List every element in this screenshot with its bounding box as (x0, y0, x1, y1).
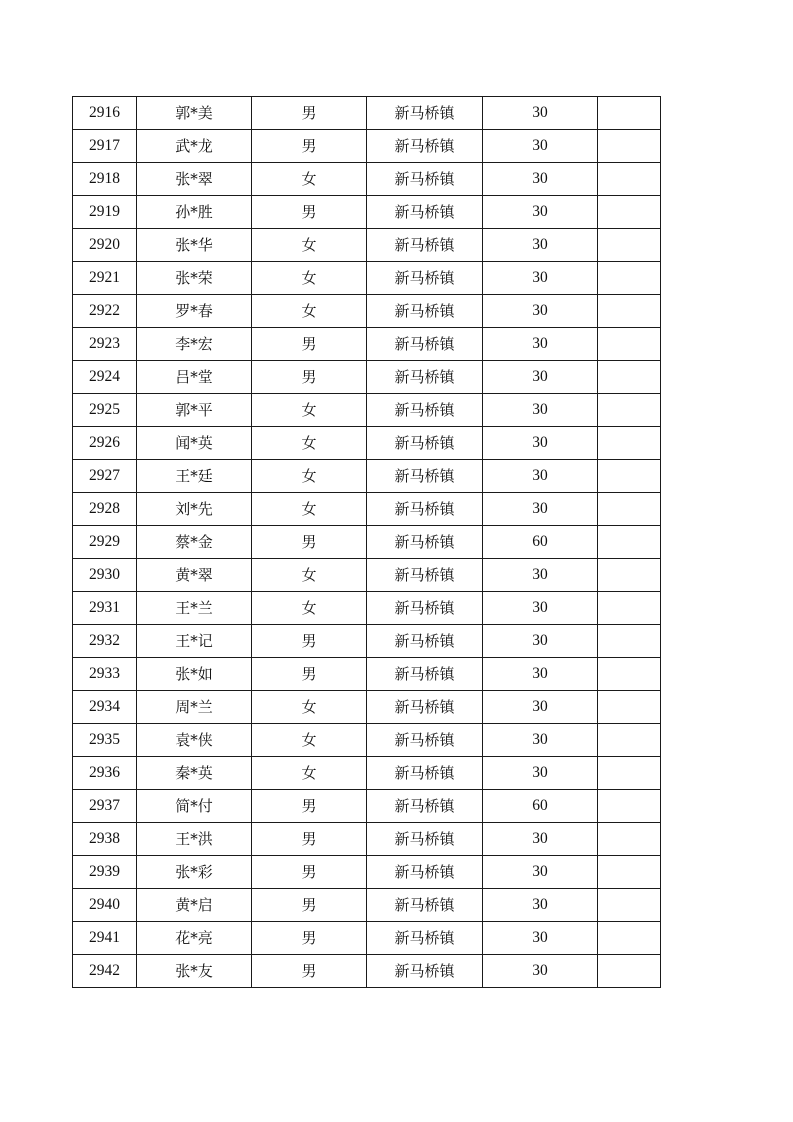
row-amount: 30 (483, 625, 598, 658)
row-town: 新马桥镇 (367, 724, 483, 757)
row-note (598, 691, 661, 724)
table-row (73, 658, 661, 691)
row-name: 刘*先 (137, 493, 252, 526)
row-name: 简*付 (137, 790, 252, 823)
row-id: 2938 (73, 823, 137, 856)
row-id: 2927 (73, 460, 137, 493)
row-town: 新马桥镇 (367, 262, 483, 295)
row-name: 武*龙 (137, 130, 252, 163)
row-note (598, 229, 661, 262)
row-amount: 30 (483, 196, 598, 229)
row-gender: 男 (252, 361, 367, 394)
row-id: 2936 (73, 757, 137, 790)
row-name: 袁*侠 (137, 724, 252, 757)
row-town: 新马桥镇 (367, 922, 483, 955)
table-row (73, 460, 661, 493)
row-amount: 30 (483, 922, 598, 955)
table-row (73, 790, 661, 823)
row-id: 2922 (73, 295, 137, 328)
row-gender: 女 (252, 427, 367, 460)
table-row (73, 130, 661, 163)
row-town: 新马桥镇 (367, 757, 483, 790)
table-row (73, 262, 661, 295)
row-note (598, 493, 661, 526)
row-id: 2921 (73, 262, 137, 295)
row-id: 2933 (73, 658, 137, 691)
row-note (598, 823, 661, 856)
row-name: 张*华 (137, 229, 252, 262)
row-amount: 30 (483, 955, 598, 988)
row-id: 2917 (73, 130, 137, 163)
row-gender: 男 (252, 790, 367, 823)
row-note (598, 559, 661, 592)
row-note (598, 163, 661, 196)
row-id: 2935 (73, 724, 137, 757)
row-town: 新马桥镇 (367, 559, 483, 592)
row-id: 2918 (73, 163, 137, 196)
row-town: 新马桥镇 (367, 394, 483, 427)
row-name: 孙*胜 (137, 196, 252, 229)
row-id: 2931 (73, 592, 137, 625)
row-town: 新马桥镇 (367, 361, 483, 394)
row-amount: 30 (483, 130, 598, 163)
row-town: 新马桥镇 (367, 658, 483, 691)
row-amount: 30 (483, 361, 598, 394)
table-row (73, 592, 661, 625)
row-amount: 30 (483, 757, 598, 790)
row-town: 新马桥镇 (367, 163, 483, 196)
row-town: 新马桥镇 (367, 460, 483, 493)
row-gender: 男 (252, 97, 367, 130)
row-note (598, 394, 661, 427)
row-id: 2925 (73, 394, 137, 427)
row-town: 新马桥镇 (367, 526, 483, 559)
row-amount: 30 (483, 559, 598, 592)
row-name: 张*如 (137, 658, 252, 691)
row-amount: 30 (483, 823, 598, 856)
row-gender: 男 (252, 823, 367, 856)
table-row (73, 757, 661, 790)
row-gender: 女 (252, 757, 367, 790)
row-gender: 男 (252, 955, 367, 988)
table-row (73, 955, 661, 988)
row-name: 花*亮 (137, 922, 252, 955)
row-name: 周*兰 (137, 691, 252, 724)
row-note (598, 295, 661, 328)
row-id: 2941 (73, 922, 137, 955)
row-gender: 女 (252, 592, 367, 625)
row-id: 2923 (73, 328, 137, 361)
table-row (73, 889, 661, 922)
row-name: 闻*英 (137, 427, 252, 460)
row-note (598, 361, 661, 394)
row-name: 王*洪 (137, 823, 252, 856)
row-name: 王*记 (137, 625, 252, 658)
row-gender: 男 (252, 328, 367, 361)
row-amount: 30 (483, 592, 598, 625)
row-gender: 男 (252, 856, 367, 889)
row-name: 王*廷 (137, 460, 252, 493)
row-gender: 女 (252, 163, 367, 196)
row-note (598, 460, 661, 493)
table-row (73, 922, 661, 955)
records-table-body (73, 97, 661, 988)
row-note (598, 262, 661, 295)
table-row (73, 559, 661, 592)
table-row (73, 691, 661, 724)
row-gender: 男 (252, 922, 367, 955)
row-town: 新马桥镇 (367, 790, 483, 823)
row-name: 张*友 (137, 955, 252, 988)
row-town: 新马桥镇 (367, 856, 483, 889)
row-note (598, 922, 661, 955)
table-row (73, 856, 661, 889)
row-gender: 女 (252, 493, 367, 526)
row-note (598, 130, 661, 163)
row-town: 新马桥镇 (367, 955, 483, 988)
row-id: 2919 (73, 196, 137, 229)
table-row (73, 427, 661, 460)
row-amount: 30 (483, 97, 598, 130)
row-id: 2928 (73, 493, 137, 526)
row-note (598, 658, 661, 691)
row-id: 2926 (73, 427, 137, 460)
row-name: 秦*英 (137, 757, 252, 790)
row-amount: 30 (483, 856, 598, 889)
row-amount: 30 (483, 724, 598, 757)
row-amount: 30 (483, 262, 598, 295)
table-row (73, 229, 661, 262)
row-amount: 60 (483, 526, 598, 559)
row-name: 张*翠 (137, 163, 252, 196)
row-gender: 女 (252, 460, 367, 493)
row-amount: 30 (483, 493, 598, 526)
row-note (598, 625, 661, 658)
row-id: 2942 (73, 955, 137, 988)
table-row (73, 196, 661, 229)
row-amount: 30 (483, 427, 598, 460)
records-table (72, 96, 661, 988)
row-gender: 女 (252, 724, 367, 757)
row-name: 吕*堂 (137, 361, 252, 394)
row-amount: 30 (483, 229, 598, 262)
table-row (73, 97, 661, 130)
row-amount: 30 (483, 163, 598, 196)
row-town: 新马桥镇 (367, 427, 483, 460)
table-row (73, 163, 661, 196)
row-note (598, 592, 661, 625)
row-note (598, 889, 661, 922)
row-gender: 男 (252, 889, 367, 922)
row-id: 2930 (73, 559, 137, 592)
row-note (598, 724, 661, 757)
table-row (73, 328, 661, 361)
row-note (598, 856, 661, 889)
row-name: 蔡*金 (137, 526, 252, 559)
row-town: 新马桥镇 (367, 130, 483, 163)
row-name: 郭*平 (137, 394, 252, 427)
row-id: 2937 (73, 790, 137, 823)
row-town: 新马桥镇 (367, 889, 483, 922)
row-id: 2920 (73, 229, 137, 262)
row-id: 2929 (73, 526, 137, 559)
row-town: 新马桥镇 (367, 823, 483, 856)
table-row (73, 361, 661, 394)
row-town: 新马桥镇 (367, 295, 483, 328)
row-town: 新马桥镇 (367, 196, 483, 229)
row-id: 2939 (73, 856, 137, 889)
row-amount: 30 (483, 460, 598, 493)
row-gender: 女 (252, 262, 367, 295)
row-name: 黄*启 (137, 889, 252, 922)
row-name: 黄*翠 (137, 559, 252, 592)
row-id: 2940 (73, 889, 137, 922)
row-amount: 30 (483, 295, 598, 328)
row-note (598, 955, 661, 988)
row-amount: 30 (483, 328, 598, 361)
row-town: 新马桥镇 (367, 592, 483, 625)
row-id: 2916 (73, 97, 137, 130)
row-gender: 女 (252, 394, 367, 427)
row-gender: 男 (252, 196, 367, 229)
row-town: 新马桥镇 (367, 229, 483, 262)
row-note (598, 790, 661, 823)
row-amount: 60 (483, 790, 598, 823)
row-gender: 男 (252, 130, 367, 163)
table-row (73, 823, 661, 856)
row-gender: 女 (252, 229, 367, 262)
row-town: 新马桥镇 (367, 328, 483, 361)
row-note (598, 97, 661, 130)
row-town: 新马桥镇 (367, 691, 483, 724)
row-name: 王*兰 (137, 592, 252, 625)
row-name: 李*宏 (137, 328, 252, 361)
row-amount: 30 (483, 394, 598, 427)
row-gender: 女 (252, 295, 367, 328)
table-row (73, 493, 661, 526)
row-note (598, 427, 661, 460)
row-name: 张*彩 (137, 856, 252, 889)
row-name: 郭*美 (137, 97, 252, 130)
row-id: 2934 (73, 691, 137, 724)
row-note (598, 757, 661, 790)
row-note (598, 328, 661, 361)
row-name: 罗*春 (137, 295, 252, 328)
row-amount: 30 (483, 691, 598, 724)
row-gender: 男 (252, 625, 367, 658)
row-note (598, 196, 661, 229)
row-id: 2932 (73, 625, 137, 658)
row-gender: 女 (252, 691, 367, 724)
table-row (73, 295, 661, 328)
table-row (73, 394, 661, 427)
row-id: 2924 (73, 361, 137, 394)
table-row (73, 526, 661, 559)
row-amount: 30 (483, 658, 598, 691)
row-town: 新马桥镇 (367, 493, 483, 526)
row-gender: 男 (252, 526, 367, 559)
row-town: 新马桥镇 (367, 625, 483, 658)
row-gender: 男 (252, 658, 367, 691)
row-gender: 女 (252, 559, 367, 592)
row-town: 新马桥镇 (367, 97, 483, 130)
row-note (598, 526, 661, 559)
row-amount: 30 (483, 889, 598, 922)
table-row (73, 724, 661, 757)
row-name: 张*荣 (137, 262, 252, 295)
table-row (73, 625, 661, 658)
